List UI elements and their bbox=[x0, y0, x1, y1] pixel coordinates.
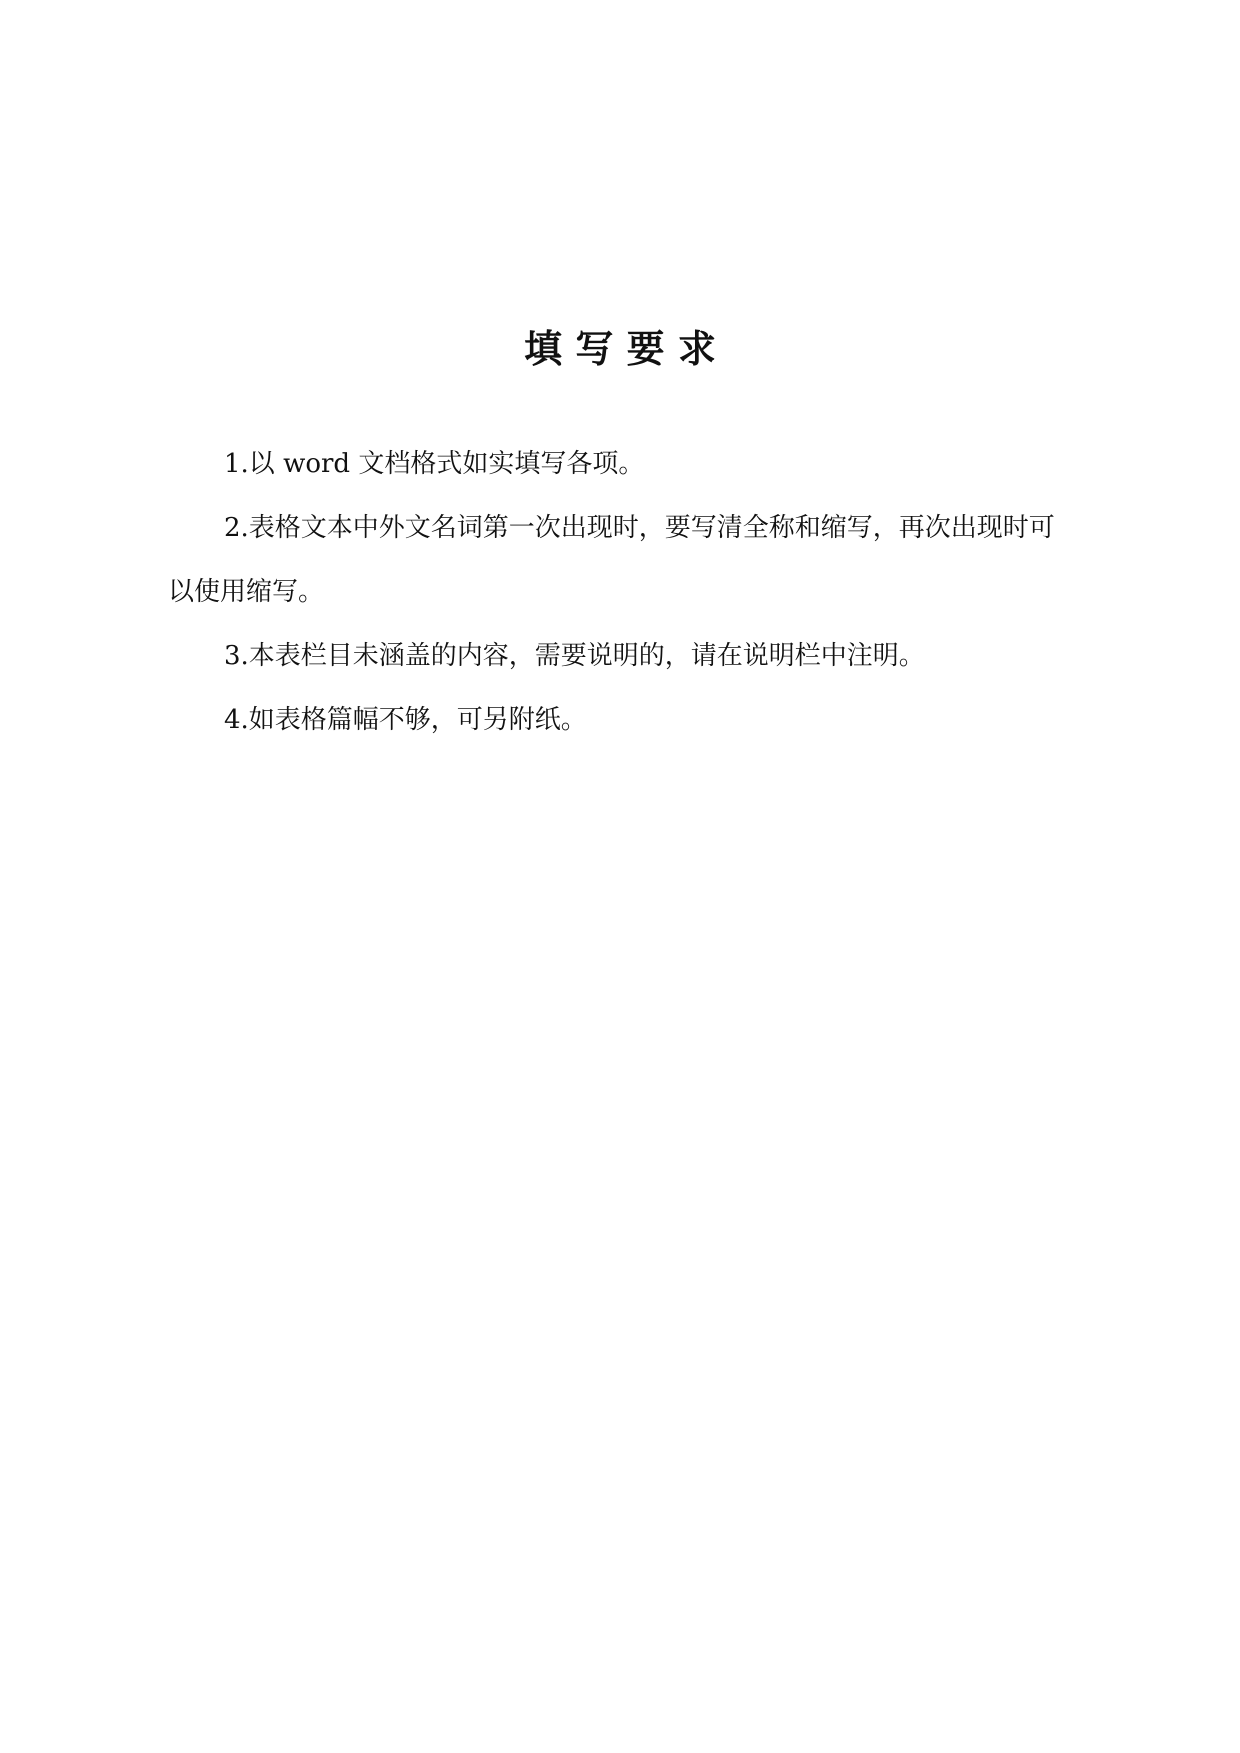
requirement-item-1: 1.以 word 文档格式如实填写各项。 bbox=[224, 449, 645, 479]
requirement-item-4: 4.如表格篇幅不够，可另附纸。 bbox=[224, 705, 587, 735]
requirement-item-2: 2.表格文本中外文名词第一次出现时，要写清全称和缩写，再次出现时可以使用缩写。 bbox=[168, 513, 1055, 607]
requirements-list bbox=[168, 432, 1080, 752]
requirement-item-3: 3.本表栏目未涵盖的内容，需要说明的，请在说明栏中注明。 bbox=[224, 641, 925, 671]
page-title: 填 写 要 求 bbox=[524, 327, 716, 372]
